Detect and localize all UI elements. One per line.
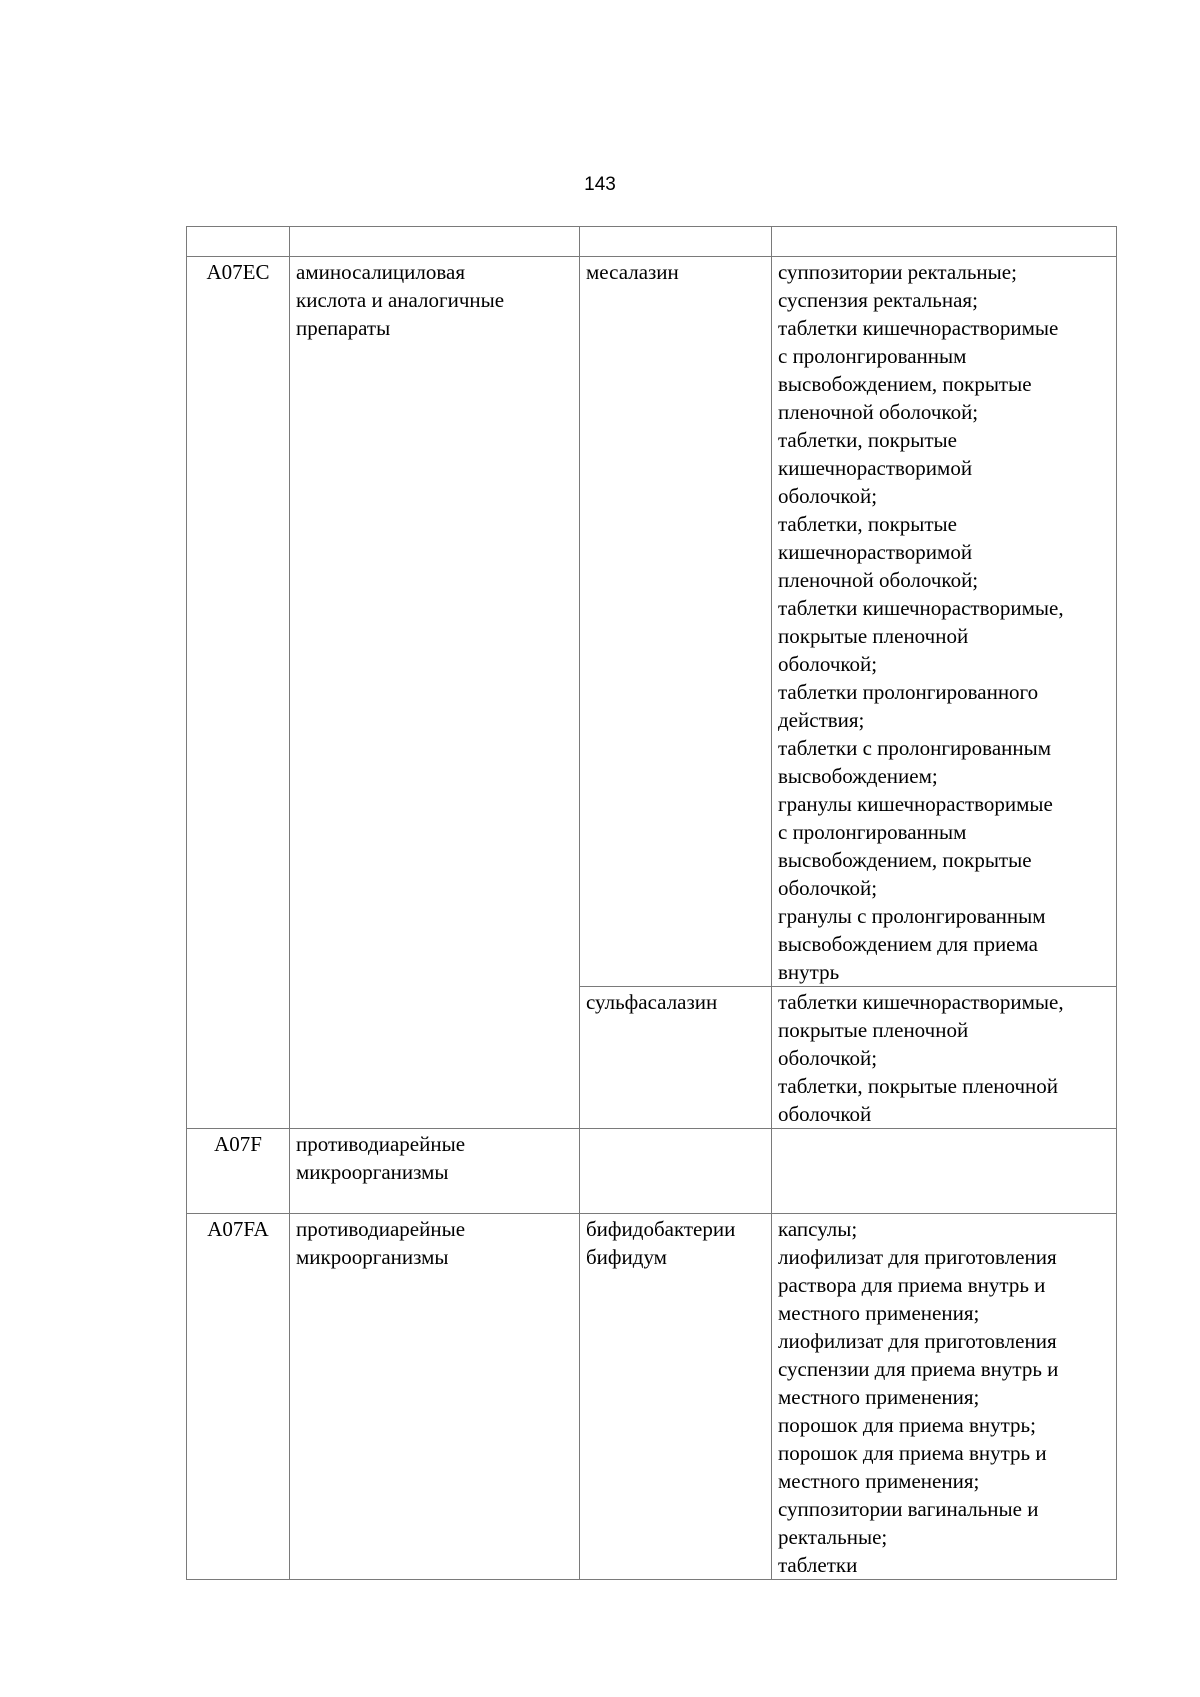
atc-code-cell: A07EC [187, 257, 290, 1129]
dosage-form-line: внутрь [778, 960, 840, 984]
dosage-form-line: пленочной оболочкой; [778, 400, 979, 424]
dosage-forms-cell [772, 987, 1117, 1129]
dosage-form-line: высвобождением, покрытые [778, 848, 1032, 872]
group-name-line: микроорганизмы [296, 1245, 449, 1269]
dosage-forms-cell [772, 257, 1117, 987]
dosage-form-line: высвобождением; [778, 764, 938, 788]
dosage-form-line: таблетки, покрытые [778, 428, 957, 452]
drug-name-cell [580, 1129, 772, 1214]
dosage-form-line: гранулы кишечнорастворимые [778, 792, 1053, 816]
dosage-form-line: лиофилизат для приготовления [778, 1329, 1057, 1353]
drug-name-line: месалазин [586, 260, 679, 284]
dosage-form-line: суспензия ректальная; [778, 288, 978, 312]
dosage-form-line: лиофилизат для приготовления [778, 1245, 1057, 1269]
group-name-line: препараты [296, 316, 391, 340]
dosage-form-line: действия; [778, 708, 865, 732]
table-row [187, 257, 1117, 987]
header-cell [290, 227, 580, 257]
group-name-line: микроорганизмы [296, 1160, 449, 1184]
group-name-line: аминосалициловая [296, 260, 465, 284]
dosage-form-line: суспензии для приема внутрь и [778, 1357, 1059, 1381]
dosage-form-line: таблетки кишечнорастворимые [778, 316, 1059, 340]
dosage-forms-cell [772, 1129, 1117, 1214]
drug-name-line: бифидобактерии [586, 1217, 736, 1241]
atc-code-cell: A07FA [187, 1214, 290, 1580]
dosage-form-line: высвобождением, покрытые [778, 372, 1032, 396]
drug-name-cell [580, 257, 772, 987]
dosage-form-line: пленочной оболочкой; [778, 568, 979, 592]
dosage-form-line: покрытые пленочной [778, 624, 969, 648]
dosage-form-line: местного применения; [778, 1385, 980, 1409]
dosage-form-line: ректальные; [778, 1525, 888, 1549]
group-name-line: кислота и аналогичные [296, 288, 505, 312]
dosage-form-line: оболочкой; [778, 876, 878, 900]
dosage-form-line: местного применения; [778, 1469, 980, 1493]
table-header-row [187, 227, 1117, 257]
dosage-form-line: раствора для приема внутрь и [778, 1273, 1046, 1297]
table-row [187, 1214, 1117, 1580]
dosage-form-line: порошок для приема внутрь; [778, 1413, 1036, 1437]
header-cell [187, 227, 290, 257]
dosage-form-line: оболочкой; [778, 484, 878, 508]
dosage-form-line: с пролонгированным [778, 820, 967, 844]
dosage-form-line: с пролонгированным [778, 344, 967, 368]
dosage-form-line: местного применения; [778, 1301, 980, 1325]
table-row [187, 1129, 1117, 1214]
group-name-line: противодиарейные [296, 1217, 466, 1241]
dosage-form-line: суппозитории ректальные; [778, 260, 1017, 284]
group-name-cell [290, 1129, 580, 1214]
dosage-form-line: кишечнорастворимой [778, 456, 973, 480]
dosage-form-line: таблетки, покрытые [778, 512, 957, 536]
header-cell [580, 227, 772, 257]
dosage-form-line: таблетки кишечнорастворимые, [778, 596, 1064, 620]
group-name-line: противодиарейные [296, 1132, 466, 1156]
drug-name-line: бифидум [586, 1245, 667, 1269]
dosage-form-line: капсулы; [778, 1217, 858, 1241]
dosage-form-line: таблетки кишечнорастворимые, [778, 990, 1064, 1014]
dosage-form-line: гранулы с пролонгированным [778, 904, 1046, 928]
drug-name-cell [580, 987, 772, 1129]
dosage-form-line: кишечнорастворимой [778, 540, 973, 564]
drug-name-cell [580, 1214, 772, 1580]
page-number: 143 [584, 174, 616, 195]
drug-name-line: сульфасалазин [586, 990, 718, 1014]
group-name-cell [290, 257, 580, 1129]
dosage-form-line: таблетки, покрытые пленочной [778, 1074, 1059, 1098]
dosage-form-line: таблетки пролонгированного [778, 680, 1039, 704]
dosage-form-line: оболочкой [778, 1102, 872, 1126]
atc-code-cell: A07F [187, 1129, 290, 1214]
dosage-form-line: оболочкой; [778, 1046, 878, 1070]
dosage-form-line: покрытые пленочной [778, 1018, 969, 1042]
header-cell [772, 227, 1117, 257]
group-name-cell [290, 1214, 580, 1580]
dosage-form-line: суппозитории вагинальные и [778, 1497, 1039, 1521]
dosage-form-line: таблетки [778, 1553, 858, 1577]
dosage-form-line: порошок для приема внутрь и [778, 1441, 1047, 1465]
dosage-form-line: таблетки с пролонгированным [778, 736, 1052, 760]
dosage-forms-cell [772, 1214, 1117, 1580]
dosage-form-line: оболочкой; [778, 652, 878, 676]
drug-table [186, 226, 1117, 1580]
dosage-form-line: высвобождением для приема [778, 932, 1038, 956]
